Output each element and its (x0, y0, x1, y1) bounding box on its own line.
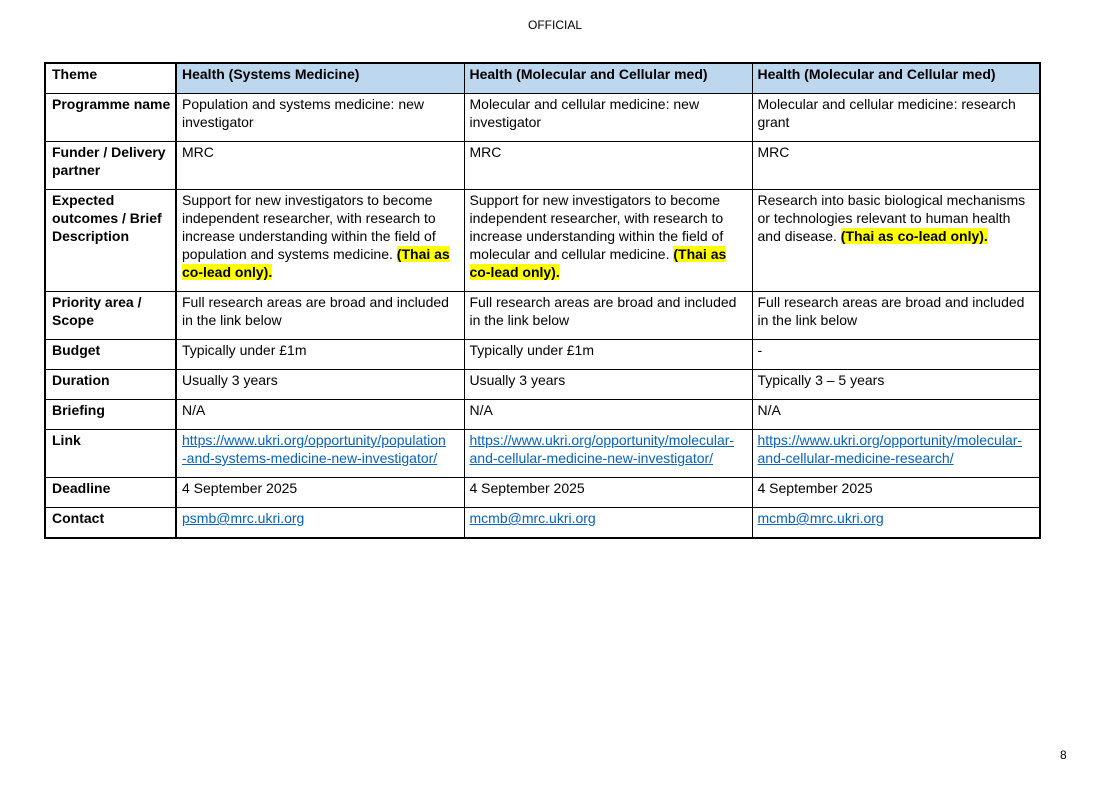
row-label-deadline: Deadline (45, 478, 176, 508)
priority-cell-2: Full research areas are broad and included in the link below (464, 292, 752, 340)
contact-cell-2 (464, 508, 752, 539)
row-label-contact: Contact (45, 508, 176, 539)
funder-cell-3: MRC (752, 142, 1040, 190)
link-text-line: -and-systems-medicine-new-investigator/ (182, 450, 438, 466)
theme-cell-2: Health (Molecular and Cellular med) (464, 63, 752, 94)
briefing-cell-3: N/A (752, 400, 1040, 430)
deadline-cell-2: 4 September 2025 (464, 478, 752, 508)
row-contact (45, 508, 1040, 539)
deadline-cell-3: 4 September 2025 (752, 478, 1040, 508)
programme-cell-2: Molecular and cellular medicine: new investigator (464, 94, 752, 142)
row-briefing (45, 400, 1040, 430)
highlight-note: (Thai as co-lead only). (469, 246, 727, 280)
row-label-expected-outcomes: Expected outcomes / Brief Description (45, 190, 176, 292)
contact-email-link[interactable]: mcmb@mrc.ukri.org (469, 510, 596, 526)
row-link (45, 430, 1040, 478)
programme-cell-1: Population and systems medicine: new investigator (176, 94, 464, 142)
briefing-cell-2: N/A (464, 400, 752, 430)
row-label-duration: Duration (45, 370, 176, 400)
row-label-funder: Funder / Delivery partner (45, 142, 176, 190)
link-text-line: https://www.ukri.org/opportunity/molecular- (757, 432, 1023, 448)
row-deadline (45, 478, 1040, 508)
opportunity-link[interactable] (182, 432, 446, 466)
description-text: Support for new investigators to become independent researcher, with research to increase understanding within the field of population and systems medicine. (182, 192, 436, 262)
opportunity-link[interactable] (758, 432, 1023, 466)
contact-cell-3 (752, 508, 1040, 539)
duration-cell-3: Typically 3 – 5 years (752, 370, 1040, 400)
link-cell-3 (752, 430, 1040, 478)
programme-cell-3: Molecular and cellular medicine: research grant (752, 94, 1040, 142)
link-cell-2 (464, 430, 752, 478)
budget-cell-1: Typically under £1m (176, 340, 464, 370)
duration-cell-1: Usually 3 years (176, 370, 464, 400)
row-duration (45, 370, 1040, 400)
highlight-note: (Thai as co-lead only). (182, 246, 450, 280)
row-label-programme-name: Programme name (45, 94, 176, 142)
link-text-line: and-cellular-medicine-research/ (757, 450, 954, 466)
expected-cell-1 (176, 190, 464, 292)
priority-cell-3: Full research areas are broad and included in the link below (752, 292, 1040, 340)
row-label-priority-area: Priority area / Scope (45, 292, 176, 340)
opportunity-link[interactable] (470, 432, 735, 466)
briefing-cell-1: N/A (176, 400, 464, 430)
funding-table (44, 62, 1041, 539)
highlight-note: (Thai as co-lead only). (840, 228, 988, 244)
theme-cell-1: Health (Systems Medicine) (176, 63, 464, 94)
deadline-cell-1: 4 September 2025 (176, 478, 464, 508)
expected-cell-2 (464, 190, 752, 292)
classification-marking: OFFICIAL (527, 18, 582, 32)
description-text: Research into basic biological mechanisms or technologies relevant to human health and disease. (757, 192, 1026, 244)
link-text-line: https://www.ukri.org/opportunity/molecular- (469, 432, 735, 448)
row-label-briefing: Briefing (45, 400, 176, 430)
row-theme (45, 63, 1040, 94)
funder-cell-2: MRC (464, 142, 752, 190)
link-text-line: and-cellular-medicine-new-investigator/ (469, 450, 714, 466)
page-number: 8 (1060, 748, 1067, 762)
budget-cell-2: Typically under £1m (464, 340, 752, 370)
description-text: Support for new investigators to become independent researcher, with research to increase understanding within the field of molecular and cellular medicine. (469, 192, 724, 262)
duration-cell-2: Usually 3 years (464, 370, 752, 400)
expected-cell-3 (752, 190, 1040, 292)
contact-email-link[interactable]: psmb@mrc.ukri.org (182, 510, 305, 526)
budget-cell-3: - (752, 340, 1040, 370)
theme-cell-3: Health (Molecular and Cellular med) (752, 63, 1040, 94)
funder-cell-1: MRC (176, 142, 464, 190)
row-expected-outcomes (45, 190, 1040, 292)
row-programme-name (45, 94, 1040, 142)
priority-cell-1: Full research areas are broad and included in the link below (176, 292, 464, 340)
row-budget (45, 340, 1040, 370)
row-label-budget: Budget (45, 340, 176, 370)
link-cell-1 (176, 430, 464, 478)
row-label-link: Link (45, 430, 176, 478)
contact-email-link[interactable]: mcmb@mrc.ukri.org (757, 510, 884, 526)
link-text-line: https://www.ukri.org/opportunity/population (182, 432, 446, 448)
contact-cell-1 (176, 508, 464, 539)
row-funder (45, 142, 1040, 190)
row-label-theme: Theme (45, 63, 176, 94)
row-priority-area (45, 292, 1040, 340)
